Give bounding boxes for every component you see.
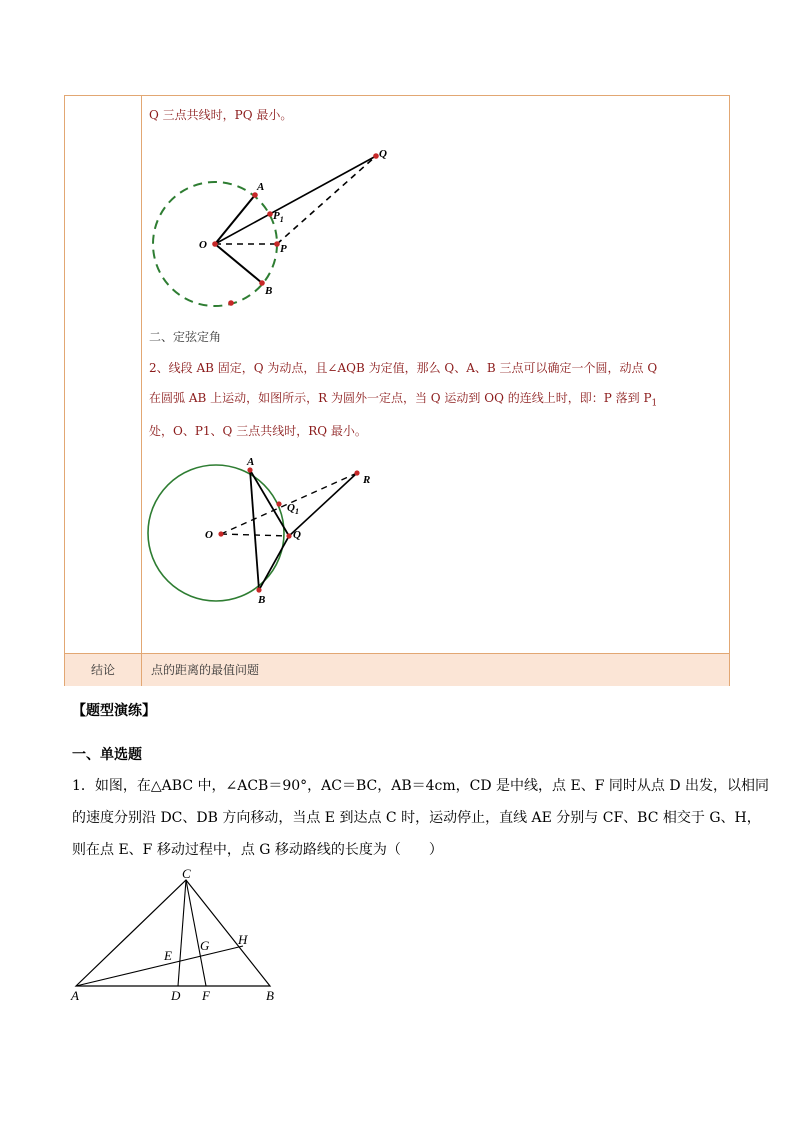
segment-oq2 <box>221 534 289 536</box>
label-p1: $P_1$ <box>273 210 284 224</box>
label-f3: F <box>202 988 210 1003</box>
point-q1 <box>276 501 281 506</box>
segment-bq <box>259 536 289 590</box>
label-c3: C <box>182 866 191 881</box>
point-o2 <box>218 531 223 536</box>
segment-qr <box>289 473 357 536</box>
label-q: Q <box>379 148 387 160</box>
point-r <box>354 470 359 475</box>
method-table <box>64 95 730 686</box>
label-a2: A <box>247 458 255 468</box>
point-a2 <box>247 467 252 472</box>
label-a3: A <box>71 988 79 1003</box>
label-q2: Q <box>293 529 301 541</box>
segment-ob <box>215 244 262 283</box>
figure-circle-pq <box>145 146 405 316</box>
label-b2: B <box>258 594 266 606</box>
segment-ab <box>250 470 259 590</box>
label-d3: D <box>171 988 181 1003</box>
figure-triangle <box>66 866 296 1011</box>
point-b <box>259 280 265 286</box>
point-q2 <box>286 533 291 538</box>
conclusion-label: 结论 <box>90 663 115 677</box>
conclusion-row <box>65 653 729 686</box>
segment-pq <box>277 156 376 244</box>
segment-aq <box>250 470 289 536</box>
label-e3: E <box>164 948 172 963</box>
label-r: R <box>363 474 371 486</box>
label-b: B <box>265 285 273 297</box>
point-bottom <box>228 300 234 306</box>
para2-line1: 2、线段 AB 固定，Q 为动点，且∠AQB 为定值，那么 Q、A、B 三点可以确定一个圆，动点 Q <box>149 361 658 375</box>
label-o: O <box>199 239 207 251</box>
segment-ah <box>76 946 243 986</box>
single-choice-heading: 一、单选题 <box>72 747 142 763</box>
label-q1: $Q_1$ <box>287 502 299 516</box>
question1-line1: 1．如图，在△ABC 中，∠ACB＝90°，AC＝BC，AB＝4cm，CD 是中线，点 E、F 同时从点 D 出发，以相同 <box>72 778 769 794</box>
label-a: A <box>257 181 265 193</box>
question1-line3: 则在点 E、F 移动过程中，点 G 移动路线的长度为（ ） <box>72 842 443 858</box>
segment-oq <box>215 156 376 244</box>
line-q-collinear: Q 三点共线时，PQ 最小。 <box>149 108 293 122</box>
point-b2 <box>256 587 261 592</box>
point-q <box>373 153 379 159</box>
segment-cd <box>178 880 186 986</box>
segment-oa <box>215 195 255 244</box>
label-b3: B <box>266 988 274 1003</box>
figure-circle-rq <box>145 458 405 618</box>
label-h3: H <box>238 932 248 947</box>
segment-cf <box>186 880 206 986</box>
section-fixed-chord: 二、定弦定角 <box>149 330 222 344</box>
point-a <box>252 192 258 198</box>
conclusion-text: 点的距离的最值问题 <box>151 663 260 677</box>
para2-line2: 在圆弧 AB 上运动，如图所示，R 为圆外一定点，当 Q 运动到 OQ 的连线上时，即：P 落到 $P_1$ <box>149 391 658 409</box>
table-column-divider <box>141 96 142 653</box>
conclusion-divider <box>141 654 142 686</box>
label-g3: G <box>200 938 210 953</box>
point-o <box>212 241 218 247</box>
label-o2: O <box>205 529 213 541</box>
para2-line3: 处，O、P1、Q 三点共线时，RQ 最小。 <box>149 424 367 438</box>
practice-heading: 【题型演练】 <box>72 703 156 719</box>
question1-line2: 的速度分别沿 DC、DB 方向移动，当点 E 到达点 C 时，运动停止，直线 AE 分别与 CF、BC 相交于 G、H， <box>72 810 761 826</box>
label-p: P <box>280 243 287 255</box>
point-p <box>274 241 280 247</box>
point-p1 <box>267 211 273 217</box>
